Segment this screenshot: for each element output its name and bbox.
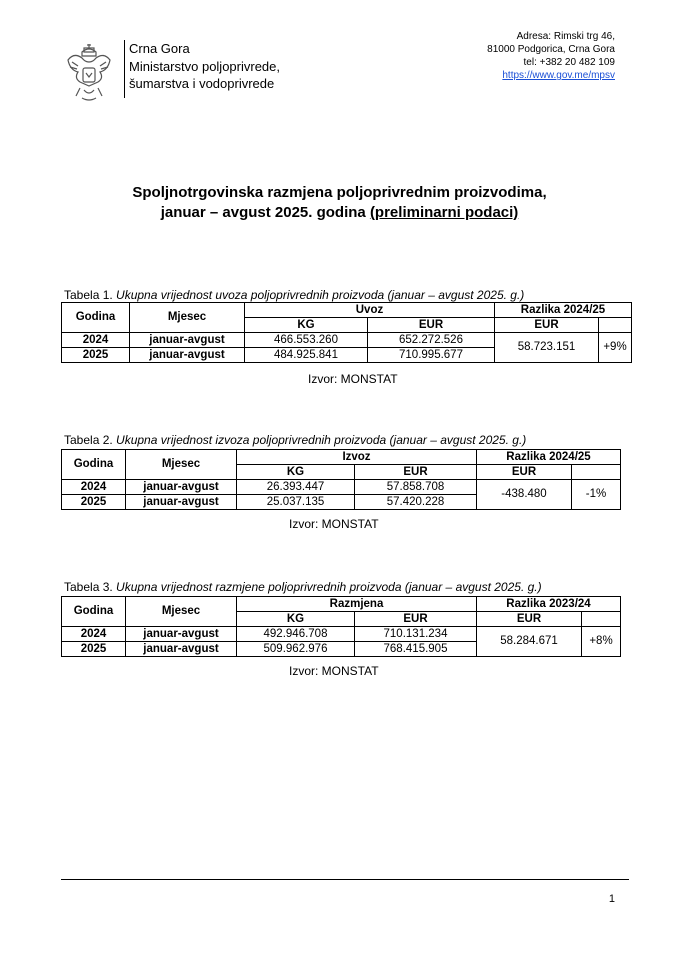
table2-col-eur: EUR <box>355 465 477 480</box>
table1-diff-blank <box>599 318 632 333</box>
table3-row1-month: januar-avgust <box>126 627 237 642</box>
table2 <box>61 449 621 510</box>
table2-row2-kg: 25.037.135 <box>237 495 355 510</box>
table1 <box>61 302 632 363</box>
title-line2 <box>0 203 679 223</box>
table2-source: Izvor: MONSTAT <box>289 517 379 531</box>
table3-diff-pct: +8% <box>582 627 621 657</box>
table3-col-eur: EUR <box>355 612 477 627</box>
table2-diff-eur-header: EUR <box>477 465 572 480</box>
org-country: Crna Gora <box>129 41 190 56</box>
website-link[interactable]: https://www.gov.me/mpsv <box>502 70 615 81</box>
table3 <box>61 596 621 657</box>
address-city: 81000 Podgorica, Crna Gora <box>487 44 615 55</box>
table3-caption <box>64 580 542 594</box>
address-phone: tel: +382 20 482 109 <box>523 57 615 68</box>
table2-col-kg: KG <box>237 465 355 480</box>
table1-row2-kg: 484.925.841 <box>245 348 368 363</box>
table2-diff-blank <box>572 465 621 480</box>
table3-row1-kg: 492.946.708 <box>237 627 355 642</box>
coat-of-arms-icon <box>60 42 118 104</box>
table1-row2-month: januar-avgust <box>130 348 245 363</box>
table2-col-mjesec: Mjesec <box>126 450 237 480</box>
table1-diff-pct: +9% <box>599 333 632 363</box>
table3-diff-value: 58.284.671 <box>477 627 582 657</box>
footer-divider <box>61 879 629 880</box>
table3-diff-blank <box>582 612 621 627</box>
table1-group-header: Uvoz <box>245 303 495 318</box>
table3-col-mjesec: Mjesec <box>126 597 237 627</box>
table3-col-godina: Godina <box>62 597 126 627</box>
table3-row1-year: 2024 <box>62 627 126 642</box>
table3-row2-kg: 509.962.976 <box>237 642 355 657</box>
table-row <box>62 333 632 348</box>
table1-diff-header: Razlika 2024/25 <box>495 303 632 318</box>
table3-source: Izvor: MONSTAT <box>289 664 379 678</box>
table3-caption-prefix: Tabela 3. <box>64 580 117 594</box>
table2-diff-pct: -1% <box>572 480 621 510</box>
table1-col-eur: EUR <box>368 318 495 333</box>
table1-caption <box>64 288 524 302</box>
title-line2-main: januar – avgust 2025. godina <box>160 204 370 221</box>
table2-row2-month: januar-avgust <box>126 495 237 510</box>
table1-row1-eur: 652.272.526 <box>368 333 495 348</box>
table2-caption-text: Ukupna vrijednost izvoza poljoprivrednih proizvoda (januar – avgust 2025. g.) <box>116 433 527 447</box>
organization-name <box>129 40 280 93</box>
table1-row1-month: januar-avgust <box>130 333 245 348</box>
title-line1: Spoljnotrgovinska razmjena poljoprivrednim proizvodima, <box>132 184 547 201</box>
table3-row2-year: 2025 <box>62 642 126 657</box>
table1-row1-year: 2024 <box>62 333 130 348</box>
org-ministry-line2: šumarstva i vodoprivrede <box>129 76 275 91</box>
table2-col-godina: Godina <box>62 450 126 480</box>
table2-row1-month: januar-avgust <box>126 480 237 495</box>
table2-row1-kg: 26.393.447 <box>237 480 355 495</box>
table2-diff-value: -438.480 <box>477 480 572 510</box>
table2-row2-eur: 57.420.228 <box>355 495 477 510</box>
table1-row1-kg: 466.553.260 <box>245 333 368 348</box>
title-line2-underlined: (preliminarni podaci) <box>369 204 519 221</box>
table1-caption-text: Ukupna vrijednost uvoza poljoprivrednih proizvoda (januar – avgust 2025. g.) <box>116 288 525 302</box>
address-street: Adresa: Rimski trg 46, <box>516 31 615 42</box>
table3-diff-eur-header: EUR <box>477 612 582 627</box>
org-ministry-line1: Ministarstvo poljoprivrede, <box>129 58 281 74</box>
table2-row1-year: 2024 <box>62 480 126 495</box>
table-row <box>62 627 621 642</box>
table2-caption-prefix: Tabela 2. <box>64 433 117 447</box>
table1-diff-value: 58.723.151 <box>495 333 599 363</box>
document-title <box>0 183 679 223</box>
table3-col-kg: KG <box>237 612 355 627</box>
table2-caption <box>64 433 526 447</box>
letterhead <box>0 0 679 110</box>
table1-caption-prefix: Tabela 1. <box>64 288 117 302</box>
table1-col-godina: Godina <box>62 303 130 333</box>
table3-row1-eur: 710.131.234 <box>355 627 477 642</box>
page-number: 1 <box>608 893 615 905</box>
table1-row2-eur: 710.995.677 <box>368 348 495 363</box>
table3-caption-text: Ukupna vrijednost razmjene poljoprivrednih proizvoda (januar – avgust 2025. g.) <box>116 580 542 594</box>
table3-row2-eur: 768.415.905 <box>355 642 477 657</box>
table3-diff-header: Razlika 2023/24 <box>477 597 621 612</box>
table1-col-mjesec: Mjesec <box>130 303 245 333</box>
table1-source: Izvor: MONSTAT <box>308 372 398 386</box>
letterhead-divider <box>124 40 125 98</box>
table-row <box>62 480 621 495</box>
table2-diff-header: Razlika 2024/25 <box>477 450 621 465</box>
table1-diff-eur-header: EUR <box>495 318 599 333</box>
table2-row2-year: 2025 <box>62 495 126 510</box>
table3-group-header: Razmjena <box>237 597 477 612</box>
table2-group-header: Izvoz <box>237 450 477 465</box>
table1-row2-year: 2025 <box>62 348 130 363</box>
table1-col-kg: KG <box>245 318 368 333</box>
table3-row2-month: januar-avgust <box>126 642 237 657</box>
address-block <box>487 30 615 82</box>
table2-row1-eur: 57.858.708 <box>355 480 477 495</box>
